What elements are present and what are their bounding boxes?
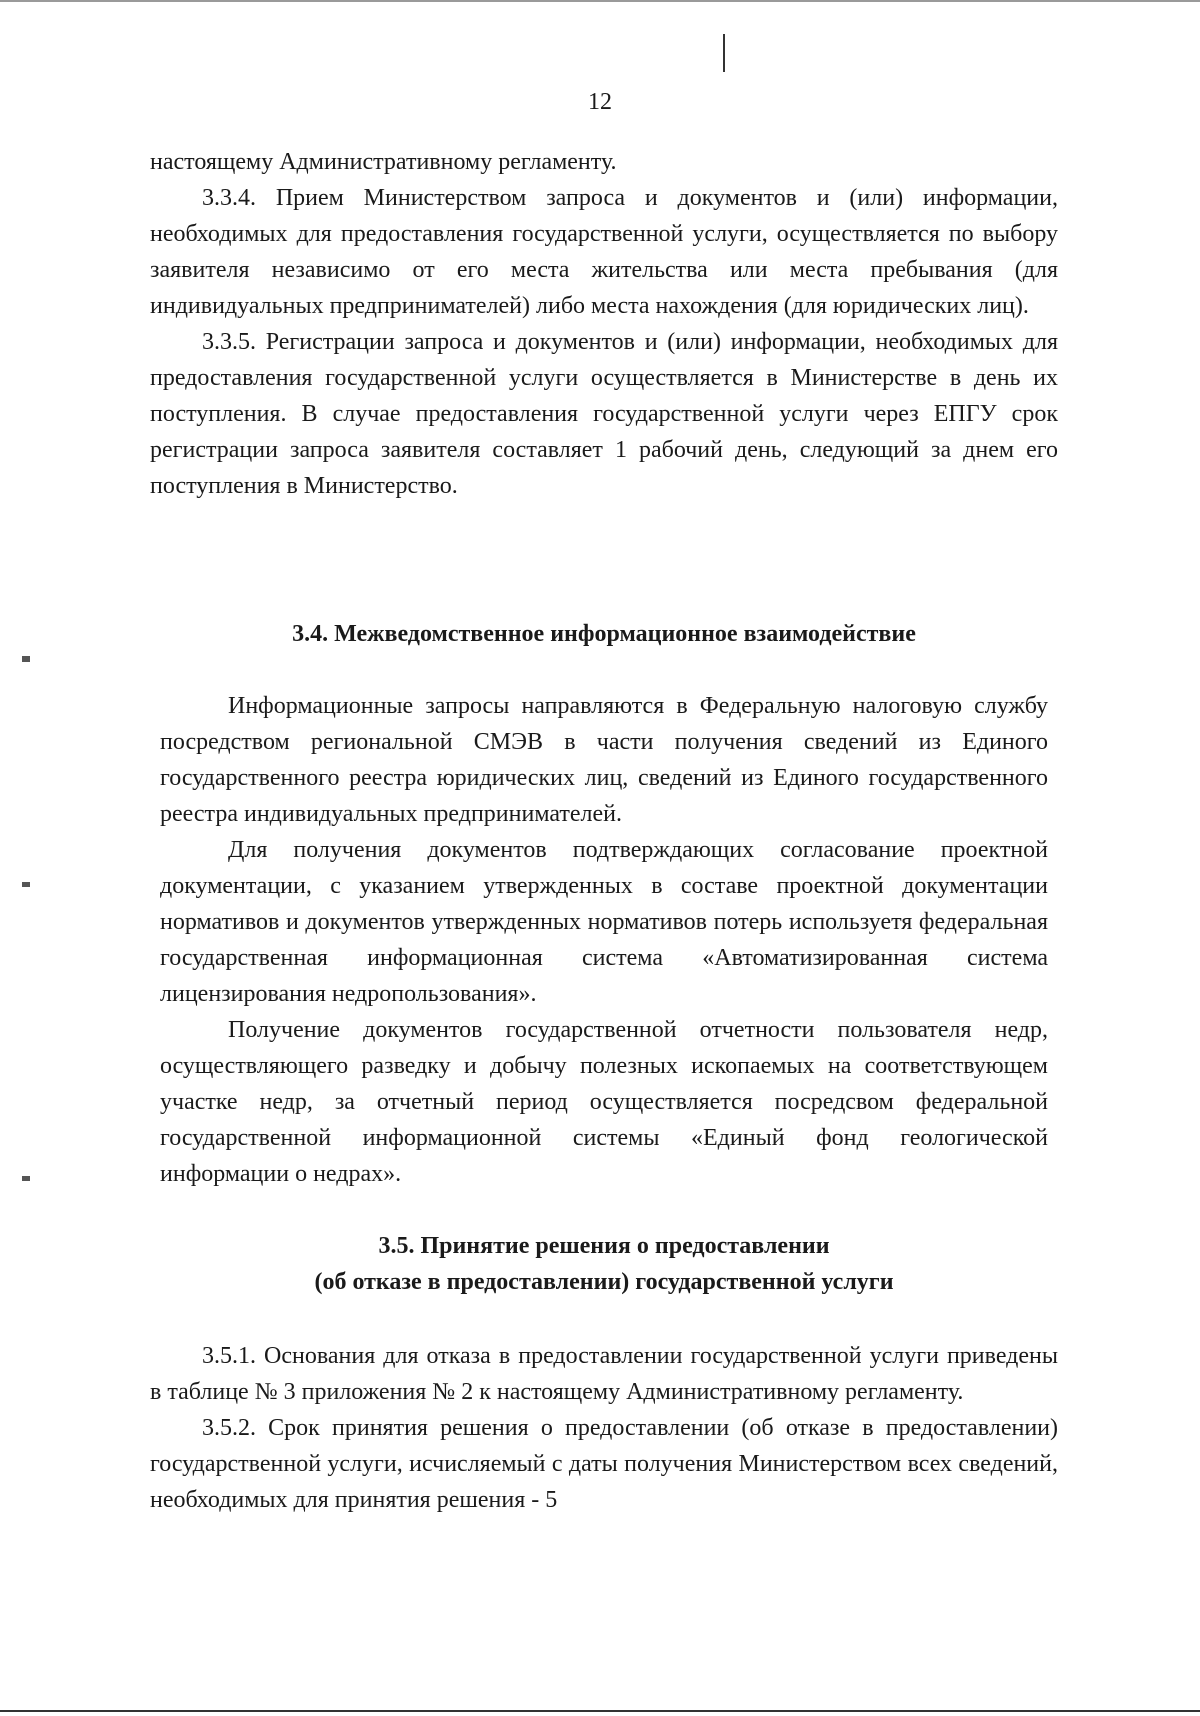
bottom-border-rule <box>0 1710 1200 1712</box>
scan-mark-left-1 <box>22 656 30 662</box>
top-border-rule <box>0 0 1200 2</box>
section-3-5-heading-line-1: 3.5. Принятие решения о предоставлении <box>378 1233 830 1259</box>
section-3-4-paragraph-2: Для получения документов подтверждающих согласование проектной документации, с указанием утвержденных в составе проектной документации нормативов и документов утвержденных нормативов потерь используетя федеральная государственная информационная система «Автоматизированная система лицензирования недропользования». <box>160 837 1048 1007</box>
scan-mark-left-3 <box>22 1176 30 1181</box>
section-3-5-heading-block <box>150 1228 1058 1300</box>
section-3-4-paragraph-3: Получение документов государственной отчетности пользователя недр, осуществляющего разведку и добычу полезных ископаемых на соответствующем участке недр, за отчетный период осуществляется посредсвом федеральной государственной информационной системы «Единый фонд геологической информации о недрах». <box>160 1017 1048 1187</box>
section-3-5-heading-line-2: (об отказе в предоставлении) государственной услуги <box>314 1269 894 1295</box>
paragraph-3-3-4: 3.3.4. Прием Министерством запроса и документов и (или) информации, необходимых для предоставления государственной услуги, осуществляется по выбору заявителя независимо от его места жительства или места пребывания (для индивидуальных предпринимателей) либо места нахождения (для юридических лиц). <box>150 185 1058 319</box>
scan-mark-left-2 <box>22 882 30 887</box>
paragraph-3-5-2: 3.5.2. Срок принятия решения о предоставлении (об отказе в предоставлении) государственной услуги, исчисляемый с даты получения Министерством всех сведений, необходимых для принятия решения - 5 <box>150 1415 1058 1513</box>
section-3-5-body <box>150 1338 1058 1518</box>
continuation-paragraph: настоящему Административному регламенту. <box>150 149 617 175</box>
page-number: 12 <box>588 89 612 115</box>
paragraph-3-5-1: 3.5.1. Основания для отказа в предоставлении государственной услуги приведены в таблице № 3 приложения № 2 к настоящему Административному регламенту. <box>150 1343 1058 1405</box>
scan-mark-top <box>723 34 725 72</box>
section-3-4 <box>160 616 1048 652</box>
section-3-4-body <box>160 688 1048 1192</box>
section-3-4-paragraph-1: Информационные запросы направляются в Федеральную налоговую службу посредством региональной СМЭВ в части получения сведений из Единого государственного реестра юридических лиц, сведений из Единого государственного реестра индивидуальных предпринимателей. <box>160 693 1048 827</box>
paragraphs-block-1 <box>150 144 1058 504</box>
paragraph-3-3-5: 3.3.5. Регистрации запроса и документов и (или) информации, необходимых для предоставления государственной услуги осуществляется в Министерстве в день их поступления. В случае предоставления государственной услуги через ЕПГУ срок регистрации запроса заявителя составляет 1 рабочий день, следующий за днем его поступления в Министерство. <box>150 329 1058 499</box>
section-3-4-heading: 3.4. Межведомственное информационное взаимодействие <box>292 621 916 647</box>
